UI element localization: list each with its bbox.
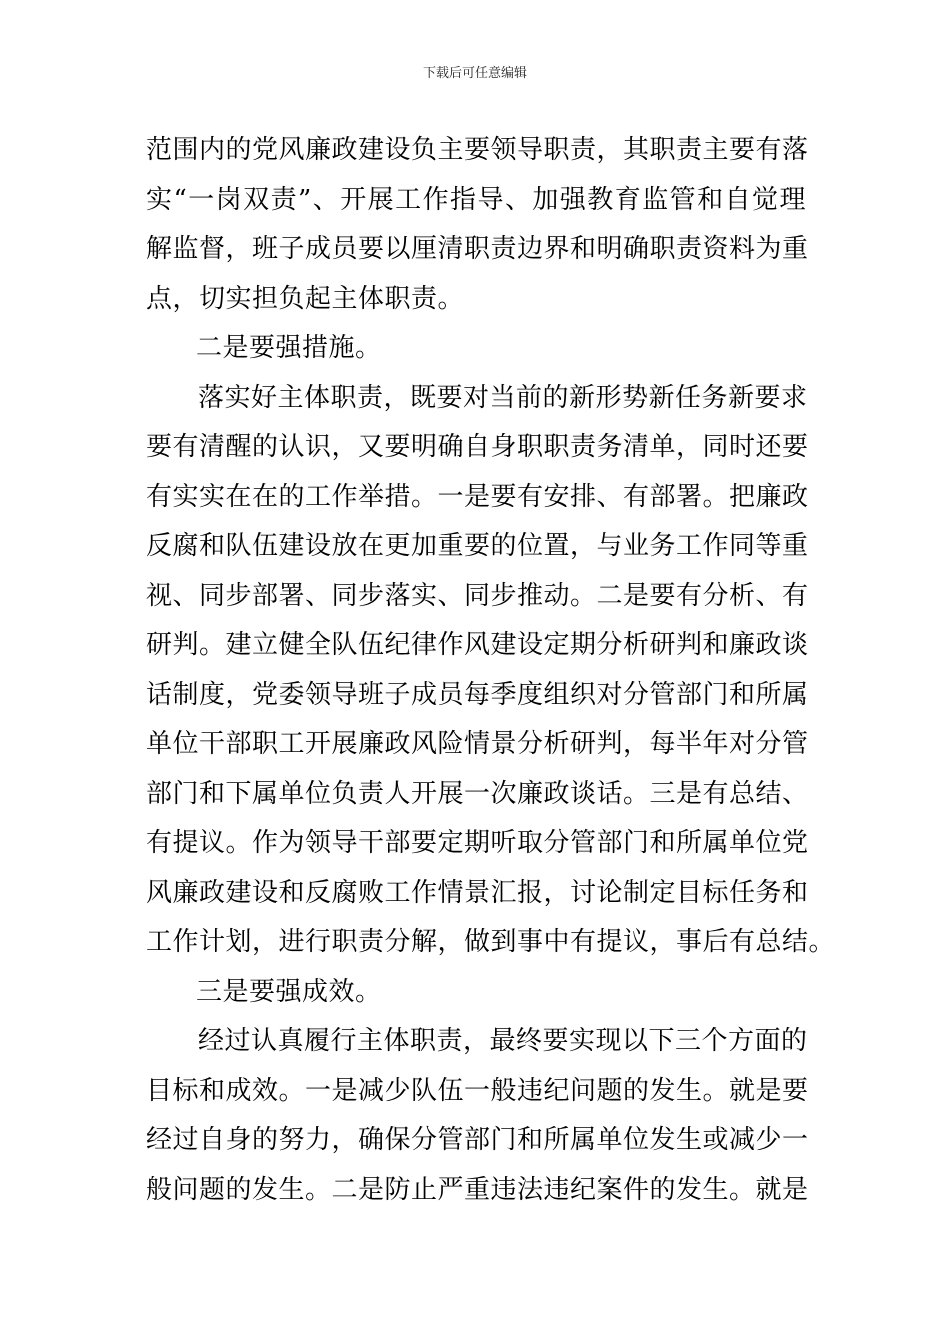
text-line: 有提议。作为领导干部要定期听取分管部门和所属单位党 [146,828,809,858]
text-line: 目标和成效。一是减少队伍一般违纪问题的发生。就是要 [146,1075,809,1106]
section-heading: 三是要强成效。 [196,976,382,1007]
text-line: 工作计划，进行职责分解，做到事中有提议，事后有总结。 [146,927,836,957]
text-line: 话制度，党委领导班子成员每季度组织对分管部门和所属 [146,679,809,710]
text-line: 解监督，班子成员要以厘清职责边界和明确职责资料为重 [146,234,809,264]
text-line: 反腐和队伍建设放在更加重要的位置，与业务工作同等重 [146,531,809,561]
text-line: 落实好主体职责，既要对当前的新形势新任务新要求 [198,382,808,413]
document-body [146,126,836,1215]
text-line: 般问题的发生。二是防止严重违法违纪案件的发生。就是 [146,1174,809,1205]
text-line: 单位干部职工开展廉政风险情景分析研判，每半年对分管 [146,729,809,759]
text-line: 部门和下属单位负责人开展一次廉政谈话。三是有总结、 [146,778,809,809]
text-line: 有实实在在的工作举措。一是要有安排、有部署。把廉政 [146,481,809,512]
text-line: 研判。建立健全队伍纪律作风建设定期分析研判和廉政谈 [146,630,809,660]
text-line: 范围内的党风廉政建设负主要领导职责，其职责主要有落 [146,135,809,165]
section-heading: 二是要强措施。 [196,333,382,363]
text-line: 视、同步部署、同步落实、同步推动。二是要有分析、有 [146,580,809,611]
text-line: 经过自身的努力，确保分管部门和所属单位发生或减少一 [146,1125,809,1155]
text-line: 经过认真履行主体职责，最终要实现以下三个方面的 [198,1026,808,1056]
page-header: 下载后可任意编辑 [422,66,527,81]
text-line: 风廉政建设和反腐败工作情景汇报，讨论制定目标任务和 [146,877,809,908]
text-line: 点，切实担负起主体职责。 [146,283,465,314]
text-line: 实“一岗双责”、开展工作指导、加强教育监管和自觉理 [146,184,806,215]
text-line: 要有清醒的认识，又要明确自身职职责务清单，同时还要 [146,432,809,462]
